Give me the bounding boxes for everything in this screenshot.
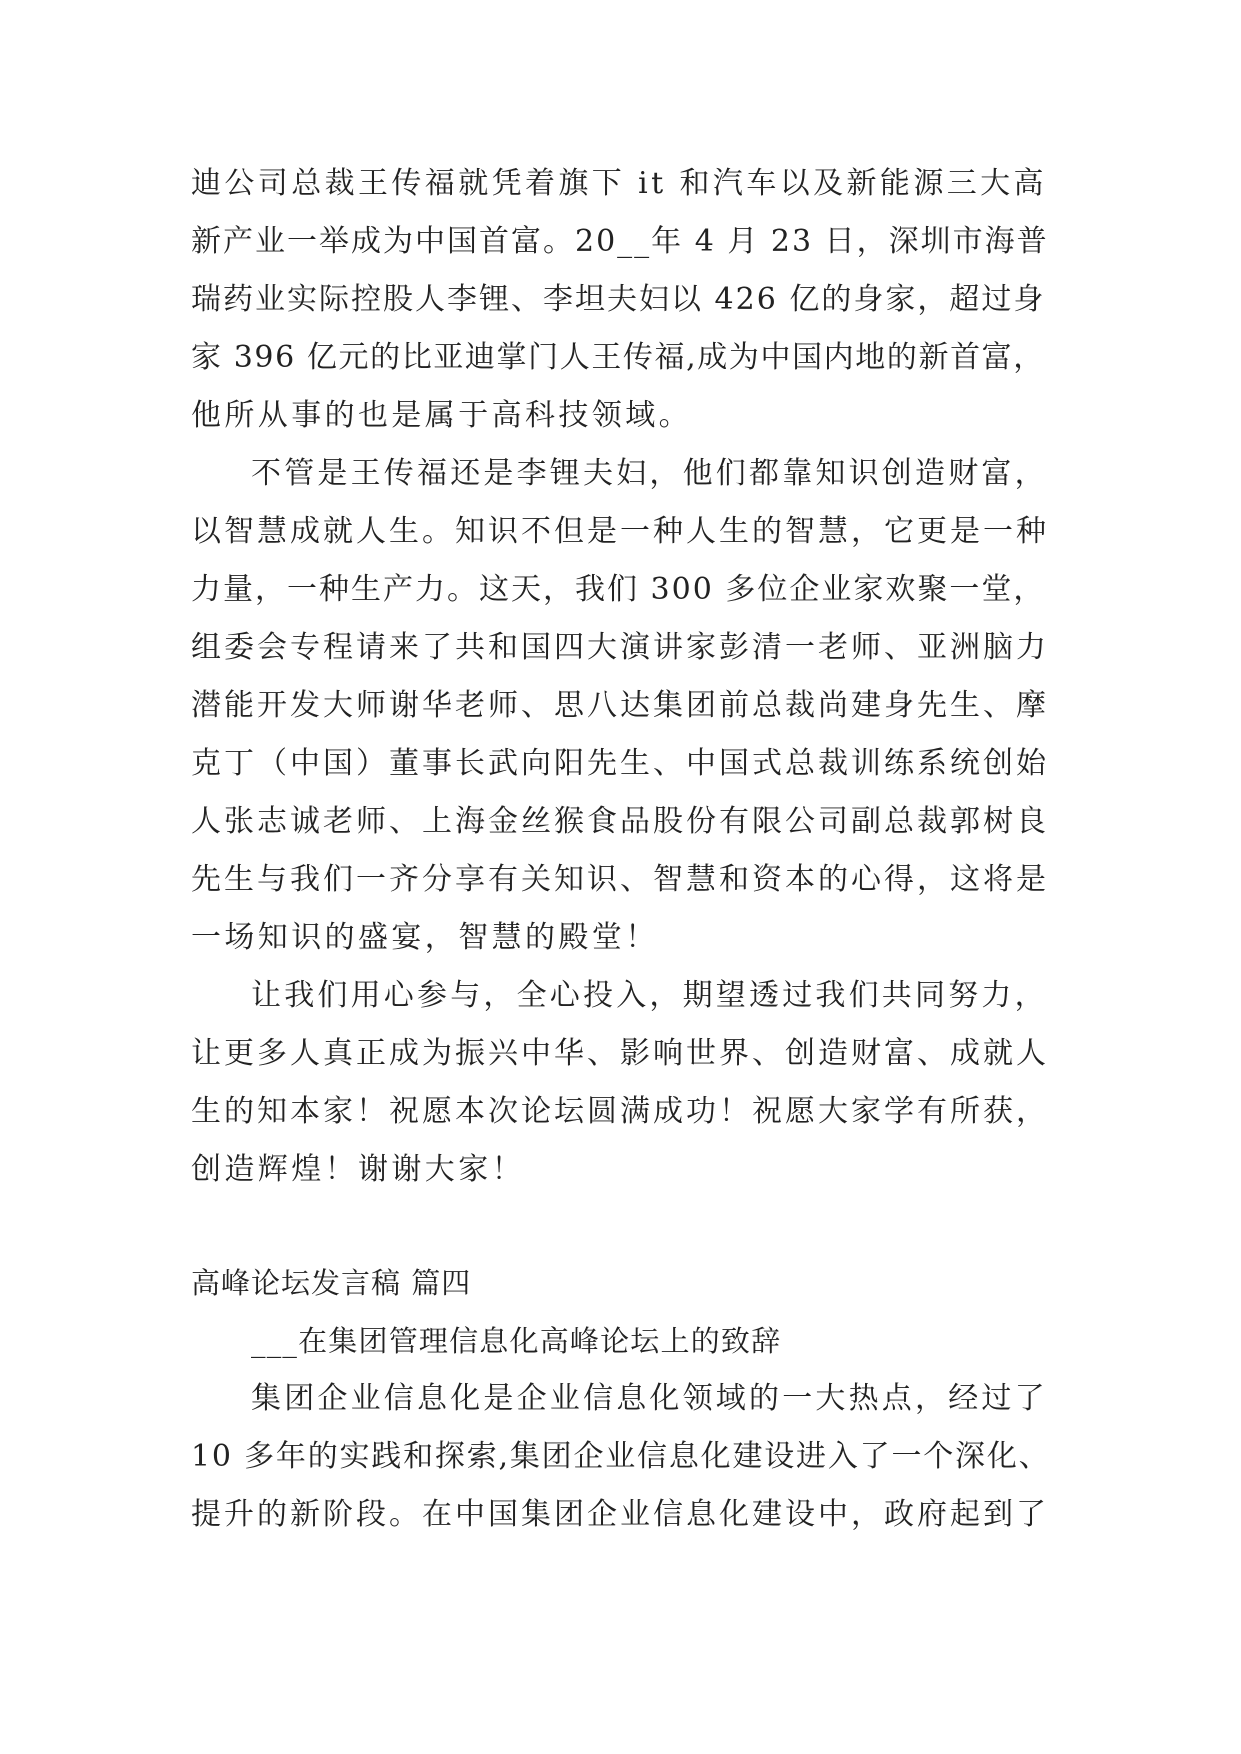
paragraph-line: 人张志诚老师、上海金丝猴食品股份有限公司副总裁郭树良	[191, 804, 1049, 839]
paragraph-line: 家 396 亿元的比亚迪掌门人王传福,成为中国内地的新首富，	[191, 340, 1045, 375]
paragraph-line: 让我们用心参与，全心投入，期望透过我们共同努力，	[251, 978, 1048, 1013]
paragraph-line: 新产业一举成为中国首富。20__年 4 月 23 日，深圳市海普	[191, 224, 1049, 259]
paragraph-line: 他所从事的也是属于高科技领域。	[191, 398, 692, 433]
section-heading: 高峰论坛发言稿 篇四	[191, 1266, 472, 1300]
paragraph-line: 迪公司总裁王传福就凭着旗下 it 和汽车以及新能源三大高	[191, 166, 1047, 201]
paragraph-line: 生的知本家！祝愿本次论坛圆满成功！祝愿大家学有所获，	[191, 1094, 1049, 1129]
paragraph-line: 集团企业信息化是企业信息化领域的一大热点，经过了	[251, 1381, 1048, 1416]
paragraph-line: 创造辉煌！谢谢大家！	[191, 1152, 525, 1187]
paragraph-line: 力量，一种生产力。这天，我们 300 多位企业家欢聚一堂，	[191, 572, 1046, 607]
paragraph-line: 先生与我们一齐分享有关知识、智慧和资本的心得，这将是	[191, 862, 1049, 897]
paragraph-line: 10 多年的实践和探索,集团企业信息化建设进入了一个深化、	[191, 1439, 1051, 1474]
paragraph-line: 一场知识的盛宴，智慧的殿堂！	[191, 920, 659, 955]
section-subtitle: ___在集团管理信息化高峰论坛上的致辞	[251, 1324, 782, 1358]
paragraph-line: 组委会专程请来了共和国四大演讲家彭清一老师、亚洲脑力	[191, 630, 1049, 665]
paragraph-line: 让更多人真正成为振兴中华、影响世界、创造财富、成就人	[191, 1036, 1049, 1071]
paragraph-line: 克丁（中国）董事长武向阳先生、中国式总裁训练系统创始	[191, 746, 1049, 781]
paragraph-line: 瑞药业实际控股人李锂、李坦夫妇以 426 亿的身家，超过身	[191, 282, 1046, 317]
paragraph-line: 提升的新阶段。在中国集团企业信息化建设中，政府起到了	[191, 1497, 1049, 1532]
paragraph-line: 不管是王传福还是李锂夫妇，他们都靠知识创造财富，	[251, 456, 1048, 491]
paragraph-line: 以智慧成就人生。知识不但是一种人生的智慧，它更是一种	[191, 514, 1049, 549]
paragraph-line: 潜能开发大师谢华老师、思八达集团前总裁尚建身先生、摩	[191, 688, 1049, 723]
